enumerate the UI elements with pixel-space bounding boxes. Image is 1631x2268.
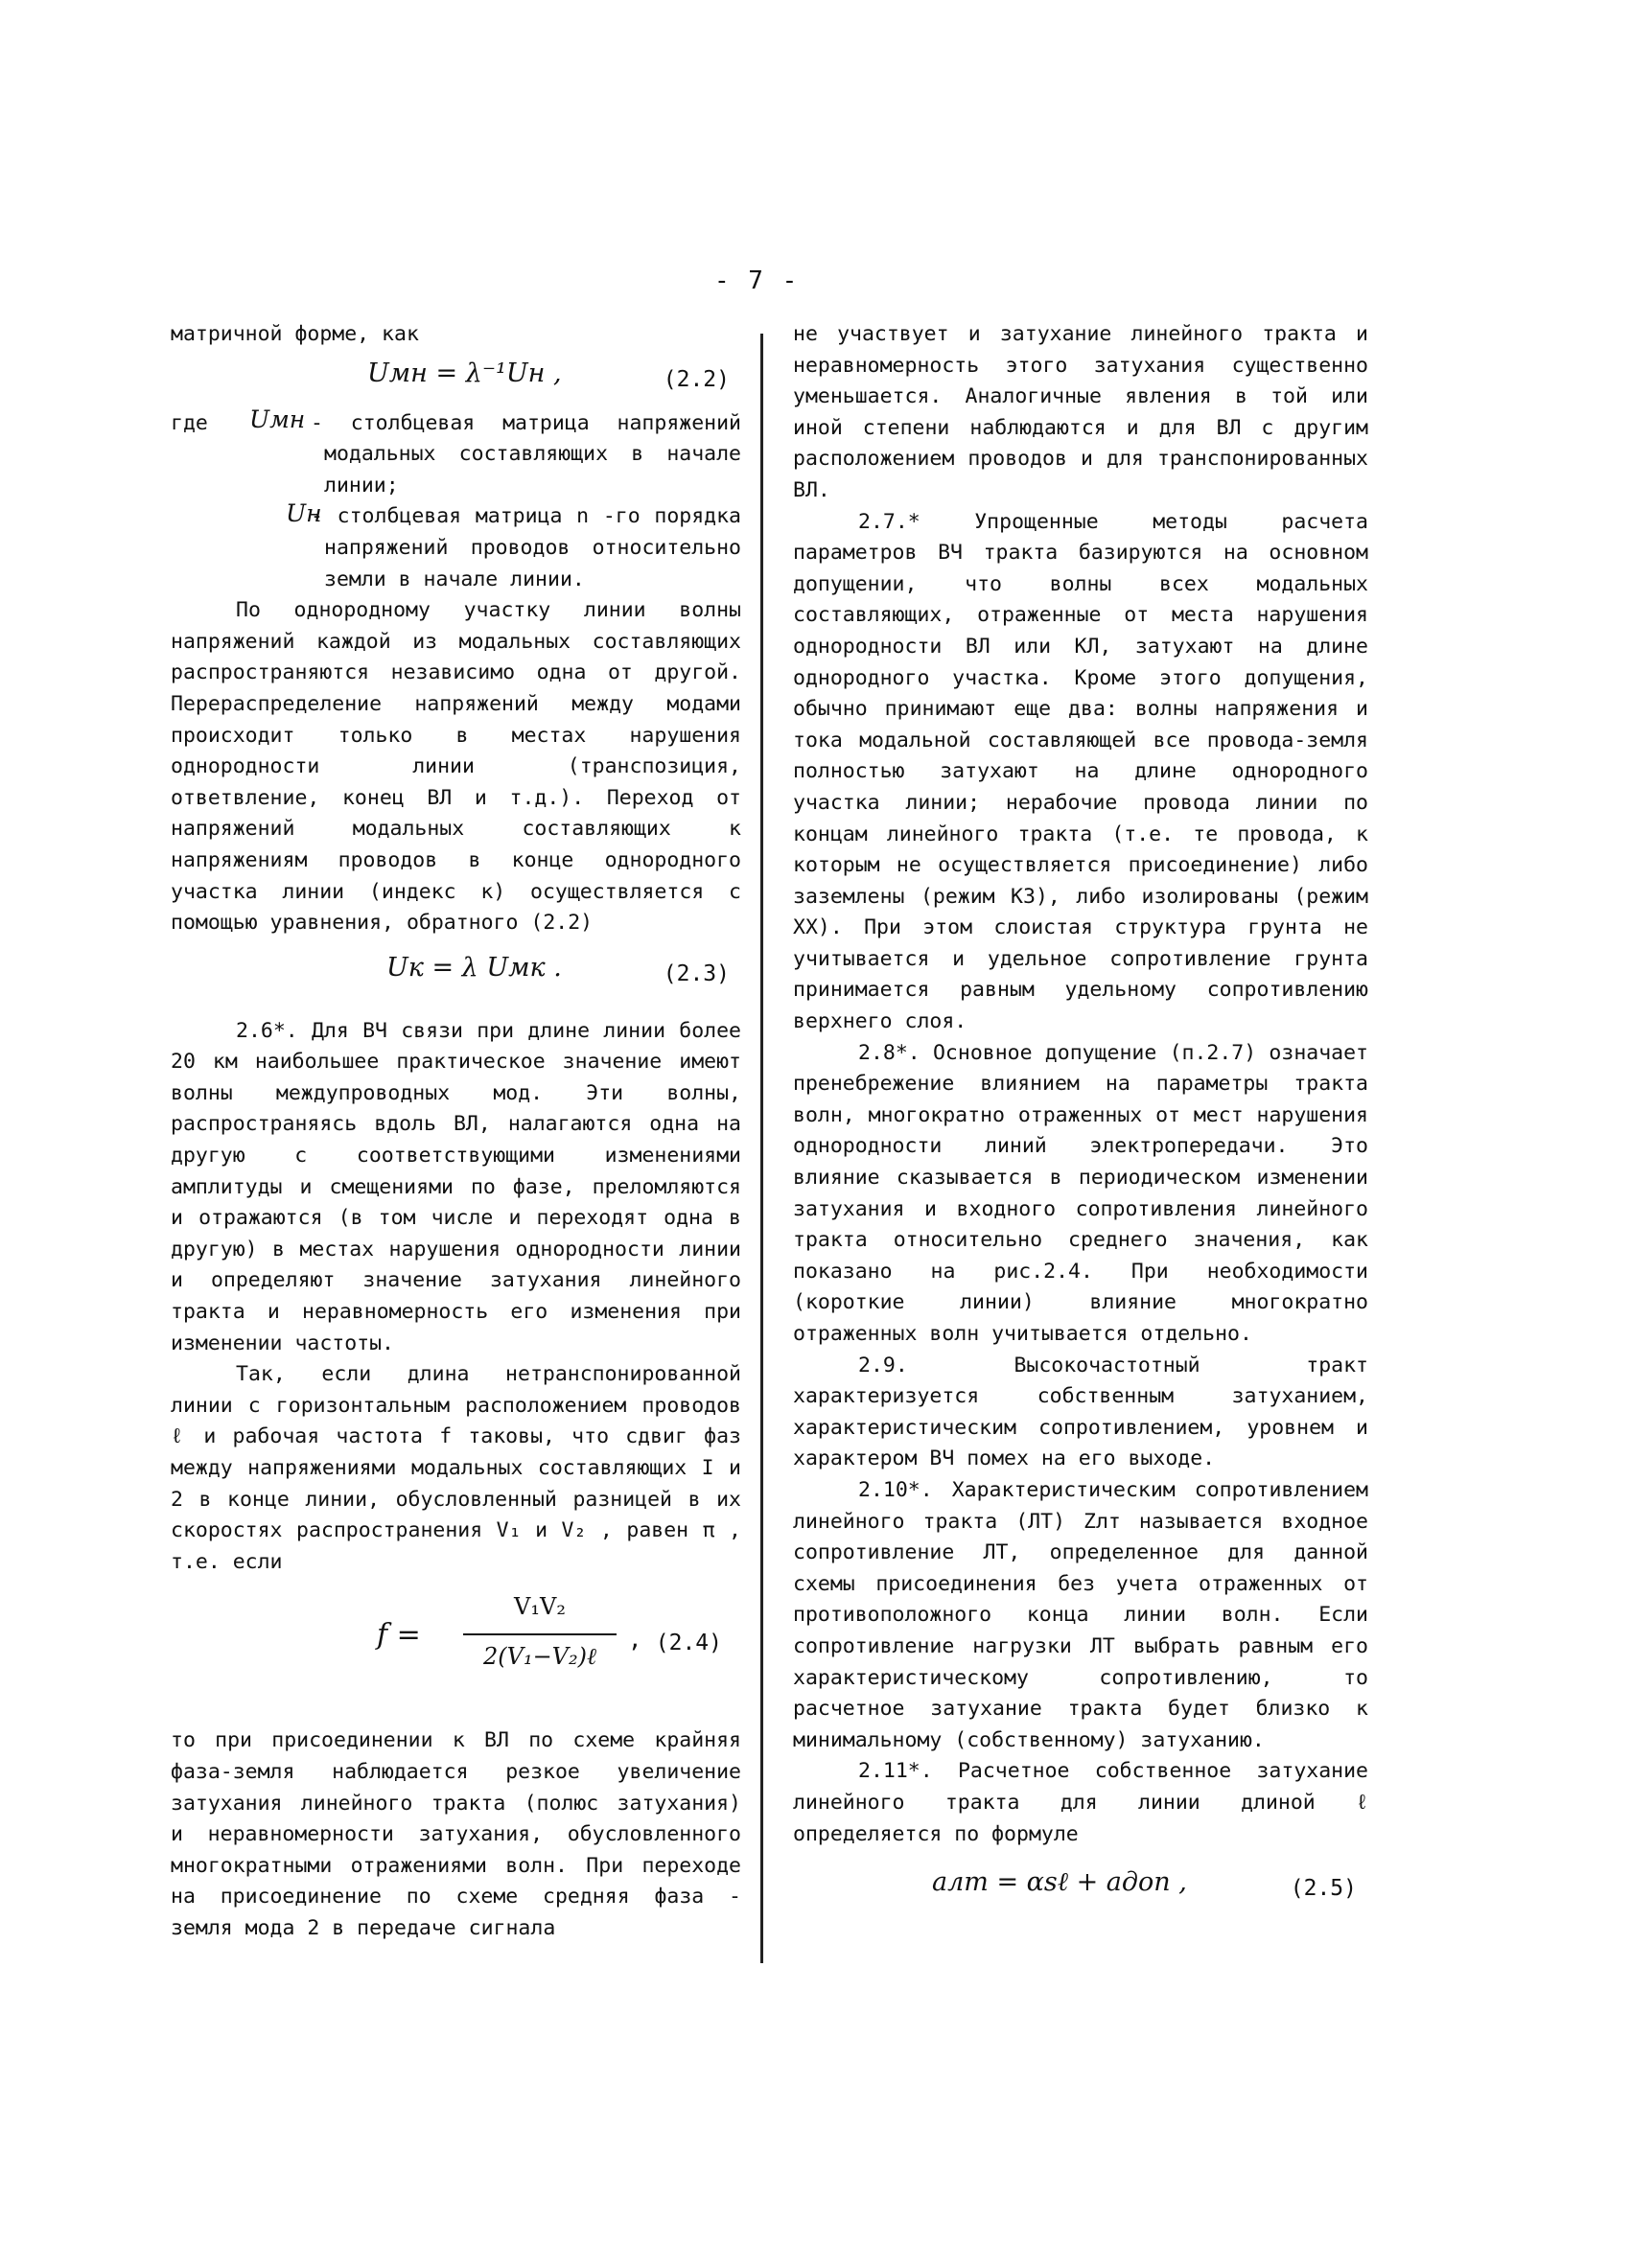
equation-2-3 bbox=[171, 953, 741, 995]
equation-2-5 bbox=[793, 1867, 1368, 1909]
where-symbol: Uн bbox=[286, 498, 322, 527]
paragraph: 2.10*. Характеристическим сопротивлением линейного тракта (ЛТ) Zлт называется входное сопротивление ЛТ, определенное для данной схемы присоединения без учета отраженных от противоположного конца линии волн. Если сопротивление нагрузки ЛТ выбрать равным его характеристическому сопротивлению, то расчетное затухание тракта будет близко к минимальному (собственному) затуханию. bbox=[793, 1477, 1368, 1752]
page-number: - 7 - bbox=[714, 266, 800, 295]
where-definition: - столбцевая матрица n -го порядка напряжений проводов относительно земли в начале линии. bbox=[311, 504, 741, 591]
equation-2-4 bbox=[171, 1591, 741, 1706]
equation-formula: Uк = λ Uмк . bbox=[386, 952, 562, 983]
paragraph: По однородному участку линии волны напряжений каждой из модальных составляющих распространяются независимо одна от другой. Перераспределение напряжений между модами происходит только в местах нарушения однородности линии (транспозиция, ответвление, конец ВЛ и т.д.). Переход от напряжений модальных составляющих к напряжениям проводов в конце однородного участка линии (индекс к) осуществляется с помощью уравнения, обратного (2.2) bbox=[171, 598, 741, 936]
paragraph: матричной форме, как bbox=[171, 322, 419, 346]
paragraph: не участвует и затухание линейного тракта и неравномерность этого затухания существенно уменьшается. Аналогичные явления в той или иной степени наблюдаются и для ВЛ с другим расположением проводов и для транспонированных ВЛ. bbox=[793, 322, 1368, 502]
where-label: где bbox=[171, 410, 208, 435]
paragraph: то при присоединении к ВЛ по схеме крайняя фаза-земля наблюдается резкое увеличение затухания линейного тракта (полюс затухания) и неравномерности затухания, обусловленного многократными отражениями волн. При переходе на присоединение по схеме средняя фаза - земля мода 2 в передаче сигнала bbox=[171, 1728, 741, 1940]
where-block bbox=[171, 405, 741, 596]
paragraph: Так, если длина нетранспонированной линии с горизонтальным расположением проводов ℓ и рабочая частота f таковы, что сдвиг фаз между напряжениями модальных составляющих I и 2 в конце линии, обусловленный разницей в их скоростях распространения V₁ и V₂ , равен π , т.е. если bbox=[171, 1362, 741, 1574]
fraction-bar bbox=[463, 1633, 617, 1635]
equation-2-2 bbox=[171, 359, 741, 401]
left-column bbox=[171, 319, 741, 1945]
column-divider bbox=[760, 334, 763, 1963]
paragraph: 2.8*. Основное допущение (п.2.7) означает пренебрежение влиянием на параметры тракта волн, многократно отраженных от мест нарушения однородности линий электропередачи. Это влияние сказывается в периодическом изменении затухания и входного сопротивления линейного тракта относительно среднего значения, как показано на рис.2.4. При необходимости (короткие линии) влияние многократно отраженных волн учитывается отдельно. bbox=[793, 1040, 1368, 1346]
paragraph: 2.9. Высокочастотный тракт характеризуется собственным затуханием, характеристическим сопротивлением, уровнем и характером ВЧ помех на его выходе. bbox=[793, 1353, 1368, 1471]
fraction bbox=[377, 1591, 722, 1706]
equation-number: (2.2) bbox=[663, 366, 730, 392]
paragraph: 2.7.* Упрощенные методы расчета параметров ВЧ тракта базируются на основном допущении, что волны всех модальных составляющих, отраженные от места нарушения однородности ВЛ или КЛ, затухают на длине однородного участка. Кроме этого допущения, обычно принимают еще два: волны напряжения и тока модальной составляющей все провода-земля полностью затухают на длине однородного участка линии; нерабочие провода линии по концам линейного тракта (т.е. те провода, к которым не осуществляется присоединение) либо заземлены (режим КЗ), либо изолированы (режим XX). При этом слоистая структура грунта не учитывается и удельное сопротивление грунта принимается равным удельному сопротивлению верхнего слоя. bbox=[793, 509, 1368, 1034]
equation-number: (2.4) bbox=[655, 1631, 722, 1656]
fraction-numerator: V₁V₂ bbox=[514, 1593, 566, 1621]
right-column bbox=[793, 319, 1368, 1917]
fraction-denominator: 2(V₁−V₂)ℓ bbox=[482, 1643, 596, 1671]
where-symbol: Uмн bbox=[249, 405, 306, 433]
where-definition: - столбцевая матрица напряжений модальных составляющих в начале линии; bbox=[311, 410, 741, 498]
equation-formula: aлт = αsℓ + aдоп , bbox=[932, 1867, 1187, 1898]
equation-number: (2.3) bbox=[663, 960, 730, 986]
paragraph: 2.11*. Расчетное собственное затухание линейного тракта для линии длиной ℓ определяется по формуле bbox=[793, 1759, 1368, 1846]
equation-formula: Uмн = λ⁻¹Uн , bbox=[367, 358, 562, 388]
equation-number: (2.5) bbox=[1290, 1876, 1357, 1902]
equation-punctuation: , bbox=[628, 1626, 642, 1654]
paragraph: 2.6*. Для ВЧ связи при длине линии более 20 км наибольшее практическое значение имеют волны междупроводных мод. Эти волны, распространяясь вдоль ВЛ, налагаются одна на другую с соответствующими изменениями амплитуды и смещениями по фазе, преломляются и отражаются (в том числе и переходят одна в другую) в местах нарушения однородности линии и определяют значение затухания линейного тракта и неравномерность его изменения при изменении частоты. bbox=[171, 1018, 741, 1355]
equation-lhs: f = bbox=[377, 1618, 421, 1653]
